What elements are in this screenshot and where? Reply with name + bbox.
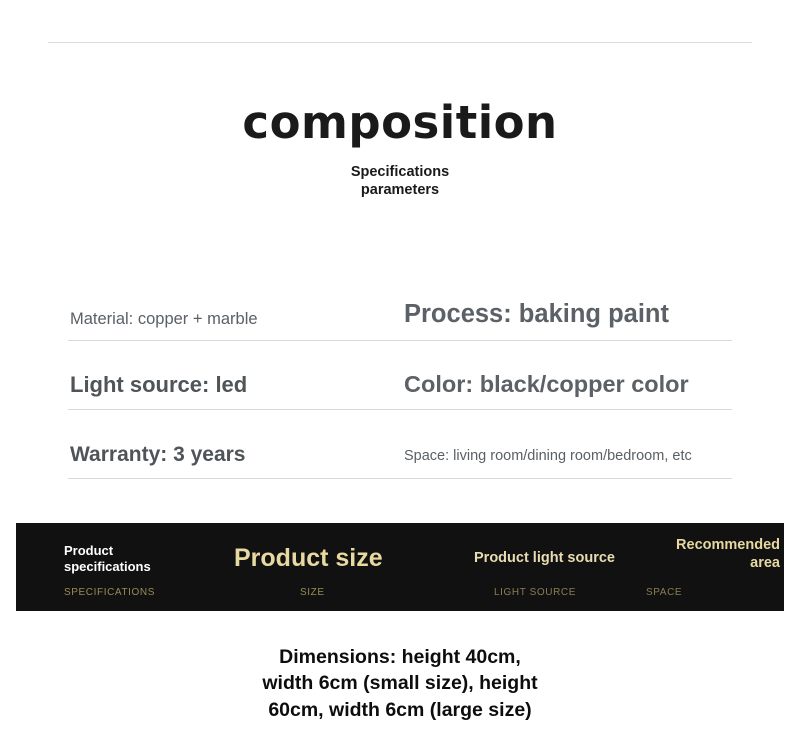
- band-column-subtitle: SPECIFICATIONS: [64, 587, 156, 598]
- page-subtitle-line2: parameters: [360, 182, 440, 199]
- category-band: [16, 523, 784, 611]
- band-column-title: [644, 537, 780, 572]
- spec-warranty: Warranty: 3 years: [70, 443, 246, 466]
- table-row: [68, 272, 732, 341]
- page-subtitle-line1: Specifications: [350, 164, 450, 180]
- spec-process: Process: baking paint: [404, 300, 669, 328]
- top-divider: [48, 42, 752, 43]
- band-column-subtitle: SPACE: [646, 587, 683, 598]
- band-title-line2: area: [750, 554, 780, 571]
- dimensions-line1: Dimensions: height 40cm,: [279, 646, 521, 668]
- band-column-recommended-area: [630, 523, 790, 611]
- band-column-specifications: [48, 523, 198, 611]
- table-row: [68, 341, 732, 410]
- table-row: [68, 410, 732, 479]
- band-title-line1: Recommended: [676, 537, 780, 553]
- band-title-line2: specifications: [64, 558, 151, 574]
- page-title: composition: [242, 96, 558, 149]
- spec-color: Color: black/copper color: [404, 371, 689, 397]
- band-column-light-source: [446, 523, 646, 611]
- dimensions-text: [0, 644, 800, 723]
- band-column-title: Product light source: [474, 550, 615, 566]
- band-column-subtitle: LIGHT SOURCE: [494, 587, 577, 598]
- spec-space: Space: living room/dining room/bedroom, etc: [404, 448, 692, 464]
- band-column-size: [206, 523, 426, 611]
- band-column-title: [64, 543, 151, 575]
- band-column-title: Product size: [234, 544, 383, 572]
- spec-light-source: Light source: led: [70, 372, 248, 397]
- page-subtitle: [0, 163, 800, 199]
- band-column-subtitle: SIZE: [300, 587, 325, 598]
- dimensions-line2: width 6cm (small size), height: [262, 672, 538, 695]
- band-title-line1: Product: [64, 543, 114, 558]
- specifications-table: [68, 272, 732, 479]
- dimensions-line3: 60cm, width 6cm (large size): [268, 698, 532, 721]
- spec-material: Material: copper + marble: [70, 310, 258, 328]
